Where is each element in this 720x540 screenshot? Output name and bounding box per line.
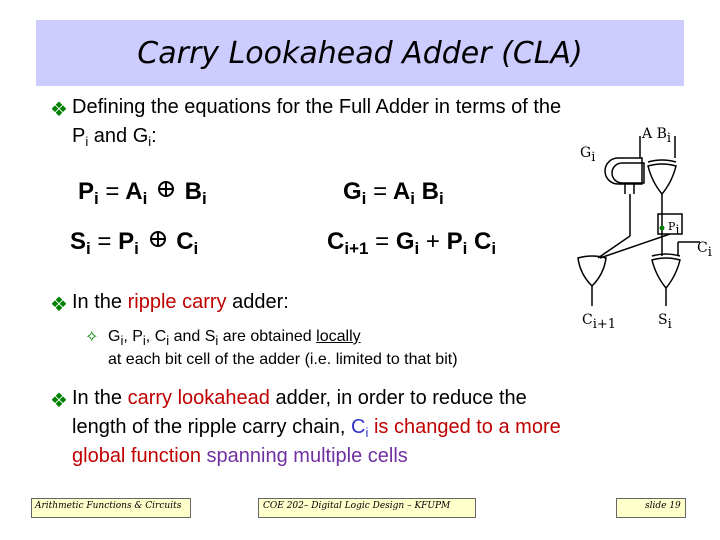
circuit-label-g: Gi — [580, 145, 596, 165]
slide-number: slide 19 — [645, 501, 681, 511]
bullet1-line2: $P_i$ and $G_i$: — [72, 125, 157, 149]
star-bullet-icon: ✧ — [85, 329, 99, 346]
equation-s: $S_i = P_i$ $C_i$ — [70, 228, 199, 258]
bullet3-line2: length of the ripple carry chain, $C_i$ is changed to a more — [72, 416, 561, 440]
bullet3-line3: global function spanning multiple cells — [72, 445, 408, 467]
xor-icon — [150, 231, 166, 247]
circuit-label-c-in: Ci — [697, 240, 712, 260]
equation-c: $C_{i+1} = G_i + P_i$ $C_i$ — [327, 228, 497, 258]
subbullet-line2: at each bit cell of the adder (i.e. limited to that bit) — [108, 351, 458, 368]
diamond-bullet-icon: ❖ — [50, 294, 68, 316]
equation-p: $P_i = A_i$ $B_i$ — [78, 178, 207, 208]
slide-title: Carry Lookahead Adder (CLA) — [137, 35, 583, 71]
bullet1-line1: Defining the equations for the Full Adder in terms of the — [72, 96, 562, 118]
footer-center: COE 202– Digital Logic Design – KFUPM — [263, 501, 451, 511]
footer-left: Arithmetic Functions & Circuits — [35, 501, 182, 511]
title-banner — [36, 20, 684, 86]
xor-icon — [158, 181, 174, 197]
equation-g: $G_i = A_i$ $B_i$ — [343, 178, 444, 208]
diamond-bullet-icon: ❖ — [50, 390, 68, 412]
circuit-label-c-out: Ci+1 — [582, 312, 617, 332]
subbullet-line1: $G_i$, $P_i$, $C_i$ and $S_i$ are obtained locally — [108, 328, 361, 348]
bullet3-line1: In the carry lookahead adder, in order to reduce the — [72, 387, 527, 409]
bullet2-line: In the ripple carry adder: — [72, 291, 289, 313]
circuit-label-s: Si — [658, 312, 672, 332]
circuit-label-p: Pi — [668, 220, 680, 238]
diamond-bullet-icon: ❖ — [50, 99, 68, 121]
circuit-label-a-b: A Bi — [642, 126, 672, 146]
